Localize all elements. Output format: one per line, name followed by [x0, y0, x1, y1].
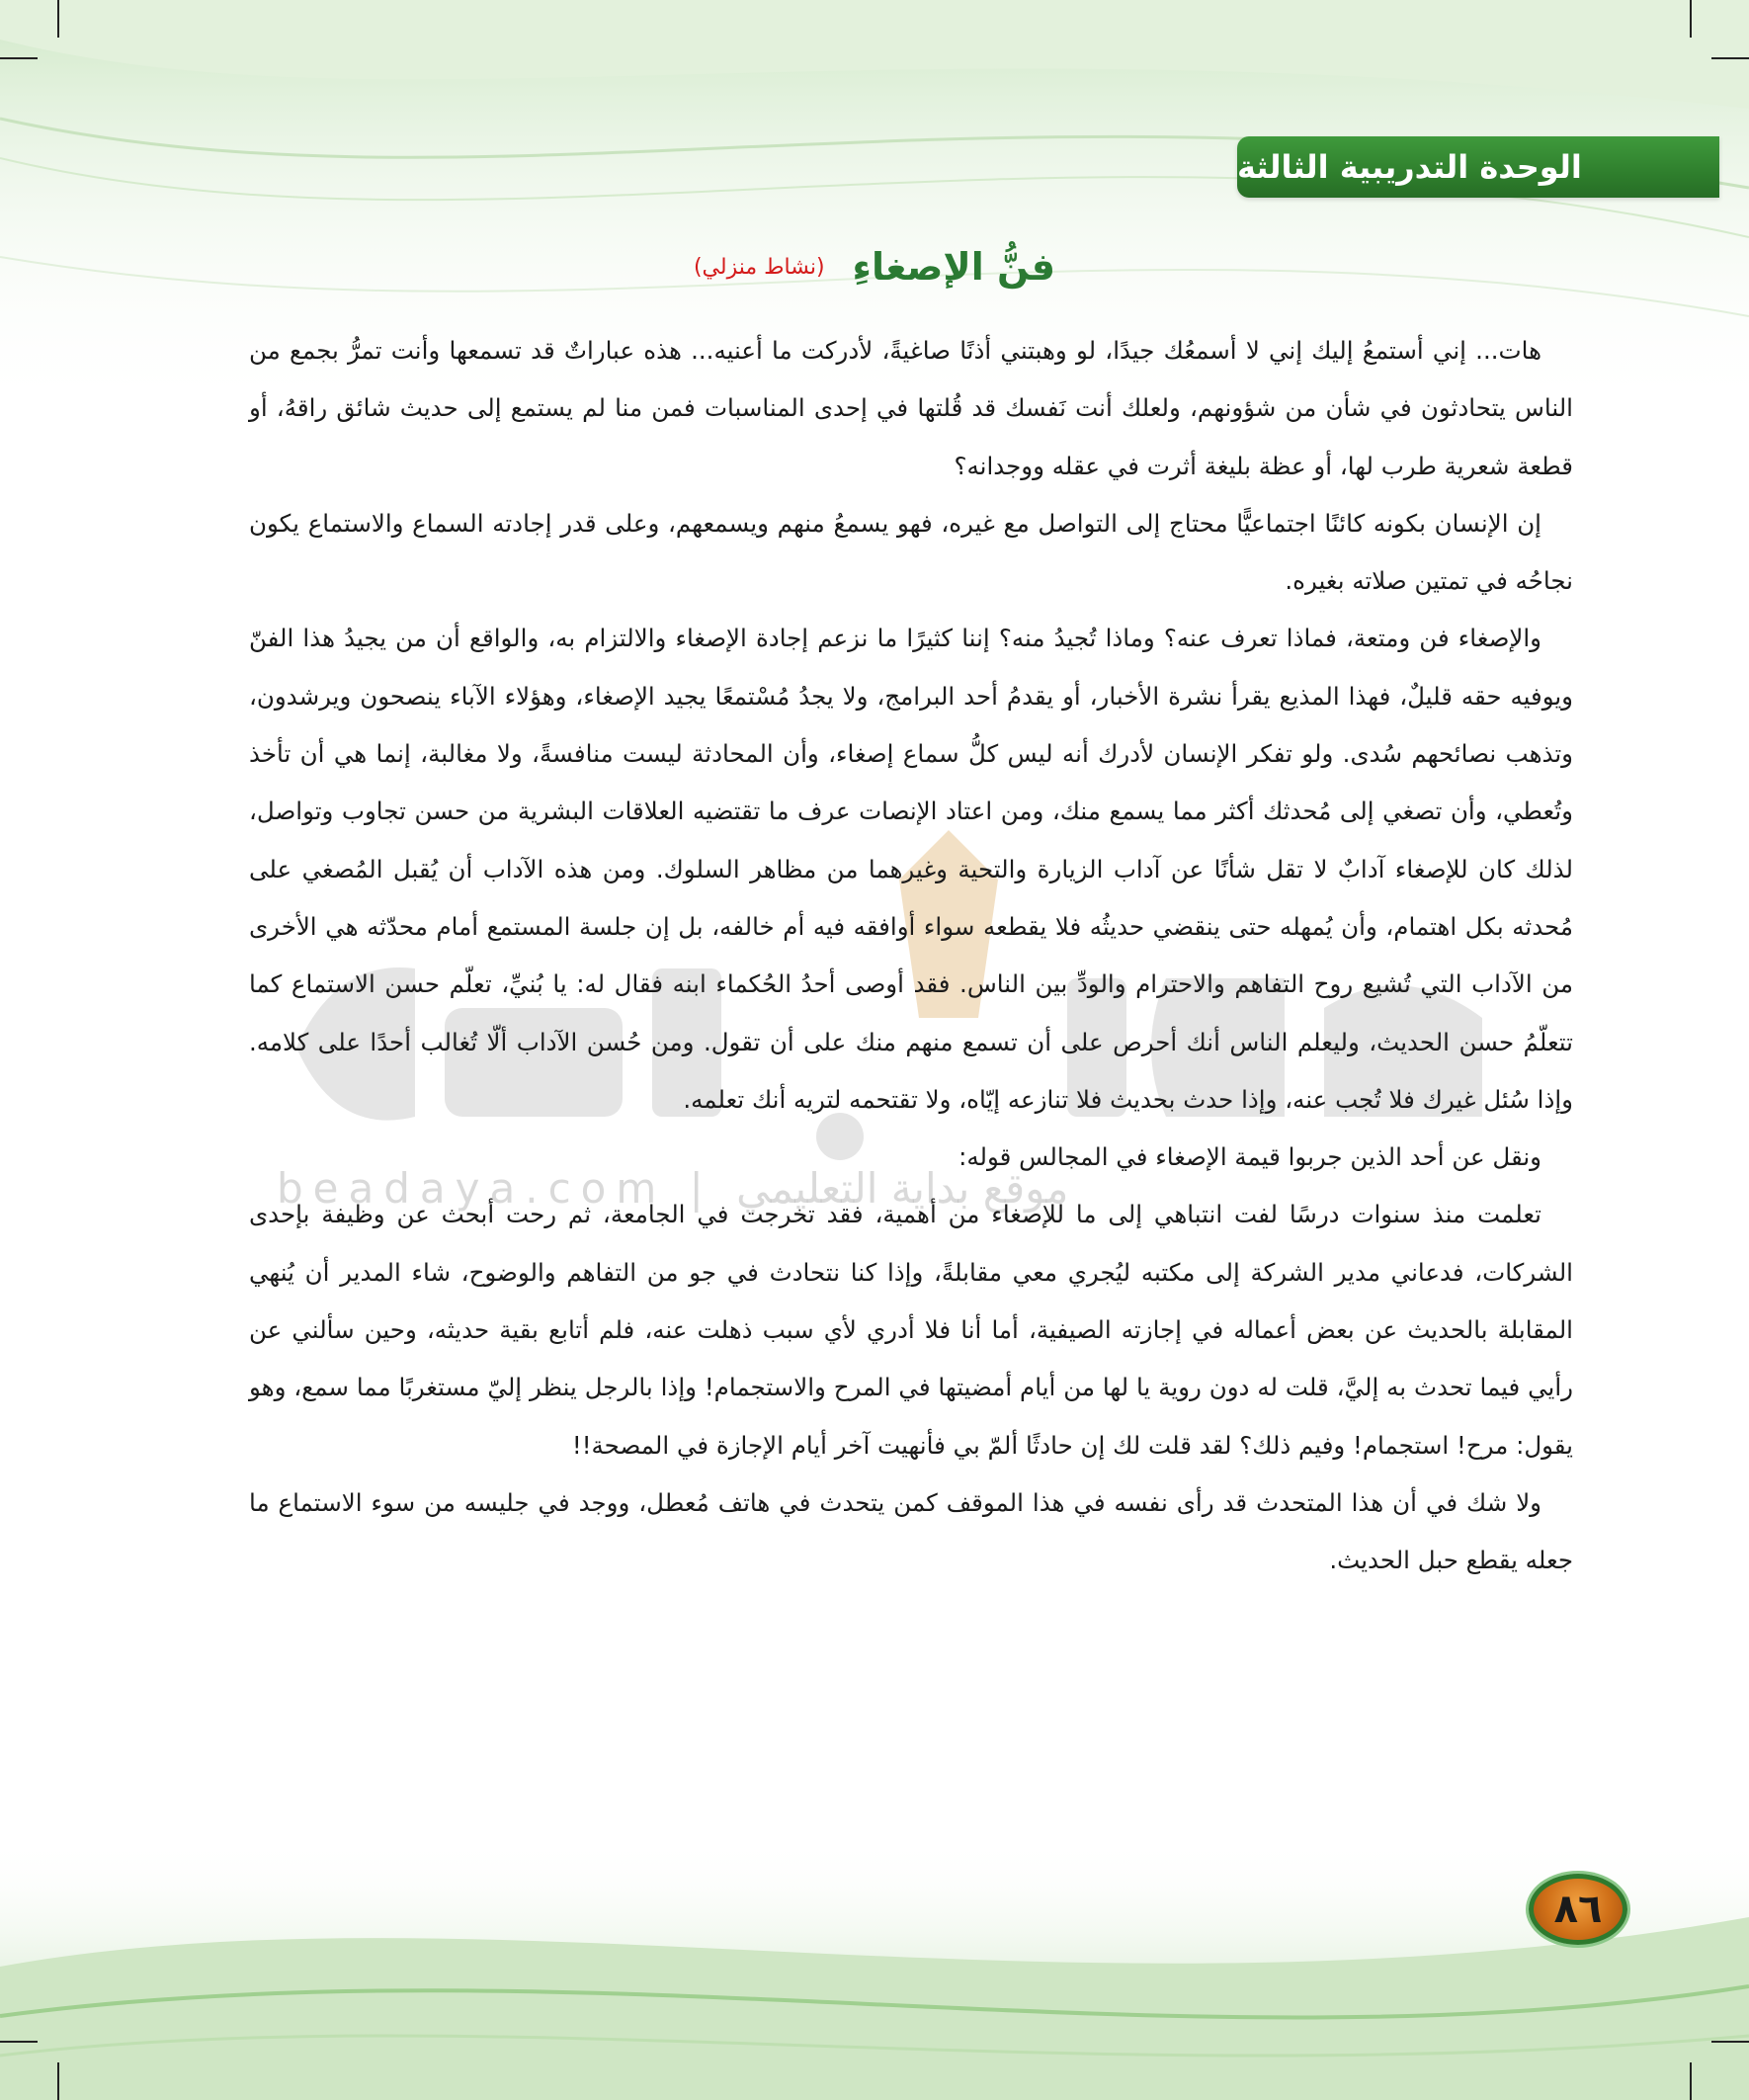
crop-mark — [1690, 2062, 1692, 2100]
paragraph: إن الإنسان بكونه كائنًا اجتماعيًّا محتاج إلى التواصل مع غيره، فهو يسمعُ منهم ويسمعهم، وعلى قدر إجادته السماع والاستماع يكون نجاحُه في تمتين صلاته بغيره. — [249, 508, 1573, 596]
crop-mark — [0, 57, 38, 59]
paragraph: هات... إني أستمعُ إليك إني لا أسمعُك جيدًا، لو وهبتني أذنًا صاغيةً، لأدركت ما أعنيه... هذه عباراتٌ قد تسمعها وأنت تمرُّ بجمع من الناس يتحادثون في شأن من شؤونهم، ولعلك أنت نَفسك قد قُلتها في إحدى المناسبات فمن منا لم يستمع إلى حديث شائق راقهُ، أو قطعة شعرية طرب لها، أو عظة بليغة أثرت في عقله ووجدانه؟ — [249, 336, 1573, 480]
crop-mark — [57, 0, 59, 38]
crop-mark — [1711, 57, 1749, 59]
paragraph: ولا شك في أن هذا المتحدث قد رأى نفسه في هذا الموقف كمن يتحدث في هاتف مُعطل، ووجد في جليسه من سوء الاستماع ما جعله يقطع حبل الحديث. — [249, 1487, 1573, 1575]
crop-mark — [1711, 2041, 1749, 2043]
crop-mark — [57, 2062, 59, 2100]
paragraph: تعلمت منذ سنوات درسًا لفت انتباهي إلى ما للإصغاء من أهمية، فقد تخرجت في الجامعة، ثم رحت أبحث عن وظيفة بإحدى الشركات، فدعاني مدير الشركة إلى مكتبه ليُجري معي مقابلةً، وإذا كنا نتحادث في جو من التفاهم والوضوح، شاء المدير أن يُنهي المقابلة بالحديث عن بعض أعماله في إجازته الصيفية، أما أنا فلا أدري لأي سبب ذهلت عنه، فلم أتابع بقية حديثه، وحين سألني عن رأيي فيما تحدث به إليَّ، قلت له دون روية يا لها من أيام أمضيتها في المرح والاستجمام! وإذا بالرجل ينظر إليّ مستغربًا مما سمع، وهو يقول: مرح! استجمام! وفيم ذلك؟ لقد قلت لك إن حادثًا ألمّ بي فأنهيت آخر أيام الإجازة في المصحة!! — [249, 1200, 1573, 1460]
lesson-title-row — [0, 237, 1749, 296]
unit-header — [1237, 136, 1719, 198]
crop-mark — [1690, 0, 1692, 38]
paragraph: والإصغاء فن ومتعة، فماذا تعرف عنه؟ وماذا تُجيدُ منه؟ إننا كثيرًا ما نزعم إجادة الإصغاء والالتزام به، والواقع أن من يجيدُ هذا الفنّ ويوفيه حقه قليلٌ، فهذا المذيع يقرأ نشرة الأخبار، أو يقدمُ أحد البرامج، ولا يجدُ مُسْتمعًا يجيد الإصغاء، وهؤلاء الآباء ينصحون ويرشدون، وتذهب نصائحهم سُدى. ولو تفكر الإنسان لأدرك أنه ليس كلُّ سماع إصغاء، وأن المحادثة ليست منافسةً، ولا مغالبة، إنما هي أن تأخذ وتُعطي، وأن تصغي إلى مُحدثك أكثر مما يسمع منك، ومن اعتاد الإنصات عرف ما تقتضيه العلاقات البشرية من حسن تجاوب وتواصل، لذلك كان للإصغاء آدابٌ لا تقل شأنًا عن آداب الزيارة والتحية وغيرهما من مظاهر السلوك. ومن هذه الآداب أن يُقبل المُصغي على مُحدثه بكل اهتمام، وأن يُمهله حتى ينقضي حديثُه فلا يقطعه سواء أوافقه فيه أم خالفه، بل إن جلسة المستمع أمام محدّثه هي الأخرى من الآداب التي تُشيع روح التفاهم والاحترام والودِّ بين الناس. فقد أوصى أحدُ الحُكماء ابنه فقال له: يا بُنيِّ، تعلّم حسن الاستماع كما تتعلّمُ حسن الحديث، وليعلم الناس أنك أحرص على أن تسمع منهم منك على أن تقول. ومن حُسن الآداب ألّا تُغالب أحدًا على كلامه. وإذا سُئل غيرك فلا تُجب عنه، وإذا حدث بحديث فلا تنازعه إيّاه، ولا تقتحمه لتريه أنك تعلمه. — [249, 624, 1573, 1114]
activity-label: (نشاط منزلي) — [693, 254, 825, 280]
lesson-title: فنُّ الإصغاءِ — [852, 245, 1056, 289]
paragraph: ونقل عن أحد الذين جربوا قيمة الإصغاء في المجالس قوله: — [958, 1142, 1541, 1172]
watermark-text: beadaya.com | موقع بداية التعليمي — [277, 1164, 1069, 1213]
unit-header-label: الوحدة التدريبية الثالثة — [1237, 148, 1582, 186]
crop-mark — [0, 2041, 38, 2043]
page-number-badge — [1529, 1874, 1627, 1945]
page-number: ٨٦ — [1553, 1887, 1603, 1932]
lesson-body — [249, 322, 1573, 1590]
